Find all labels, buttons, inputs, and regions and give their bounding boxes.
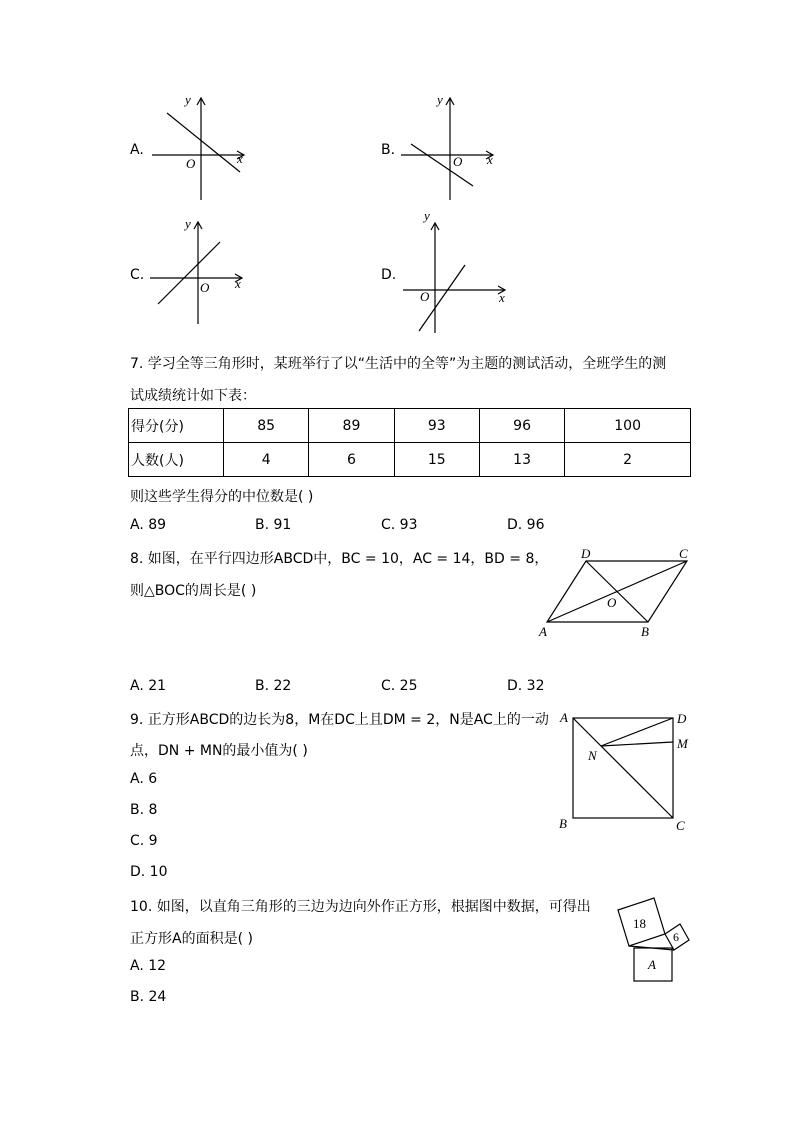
graph-option-d: [395, 205, 515, 335]
q7-score-table: [128, 408, 691, 477]
q7-option-d: D. 96: [507, 517, 545, 533]
q8-option-a: A. 21: [130, 678, 167, 694]
table-row: 得分(分) 85 89 93 96 100: [129, 409, 691, 443]
svg-text:x: x: [237, 151, 243, 166]
svg-text:y: y: [185, 216, 191, 231]
q10-option-a: A. 12: [130, 958, 167, 974]
svg-text:O: O: [186, 156, 196, 171]
q7-option-b: B. 91: [255, 517, 292, 533]
svg-text:A: A: [648, 957, 656, 972]
svg-text:C: C: [679, 546, 688, 561]
q10-text-line2: 正方形A的面积是( ): [130, 931, 253, 947]
q9-option-d: D. 10: [130, 864, 168, 880]
graph-option-a-label: A.: [130, 142, 144, 158]
svg-text:O: O: [607, 595, 617, 610]
q9-text-line1: 9. 正方形ABCD的边长为8，M在DC上且DM = 2，N是AC上的一动: [130, 712, 549, 728]
q10-squares-figure: [610, 890, 695, 990]
q9-option-b: B. 8: [130, 802, 158, 818]
q9-square-figure: [553, 706, 698, 836]
svg-text:y: y: [437, 92, 443, 107]
svg-text:N: N: [588, 748, 597, 763]
q9-option-c: C. 9: [130, 833, 158, 849]
graph-option-d-label: D.: [381, 267, 397, 283]
graph-option-b: [395, 88, 515, 203]
svg-text:y: y: [424, 208, 430, 223]
q8-option-d: D. 32: [507, 678, 545, 694]
q8-text-line2: 则△BOC的周长是( ): [130, 583, 257, 599]
svg-text:A: A: [539, 624, 547, 639]
q8-text-line1: 8. 如图，在平行四边形ABCD中，BC = 10，AC = 14，BD = 8，: [130, 551, 549, 567]
svg-text:B: B: [559, 816, 567, 831]
q10-text-line1: 10. 如图，以直角三角形的三边为边向外作正方形，根据图中数据，可得出: [130, 899, 591, 915]
svg-text:D: D: [581, 546, 591, 561]
q7-text-line1: 7. 学习全等三角形时，某班举行了以“生活中的全等”为主题的测试活动，全班学生的测: [130, 356, 667, 372]
graph-option-b-label: B.: [381, 142, 396, 158]
svg-text:18: 18: [633, 916, 646, 931]
q9-text-line2: 点，DN + MN的最小值为( ): [130, 743, 308, 759]
svg-text:A: A: [560, 710, 568, 725]
graph-option-c: [140, 212, 260, 327]
q7-option-a: A. 89: [130, 517, 167, 533]
svg-text:O: O: [453, 154, 463, 169]
table-row: 人数(人) 4 6 15 13 2: [129, 443, 691, 477]
svg-text:D: D: [677, 711, 687, 726]
svg-text:B: B: [641, 624, 649, 639]
q8-parallelogram-figure: [535, 545, 695, 640]
svg-text:M: M: [677, 736, 688, 751]
svg-text:O: O: [420, 289, 430, 304]
svg-text:x: x: [499, 290, 505, 305]
graph-option-a: [140, 88, 260, 203]
q8-option-b: B. 22: [255, 678, 292, 694]
svg-text:x: x: [235, 276, 241, 291]
graph-option-c-label: C.: [130, 267, 145, 283]
q7-question: 则这些学生得分的中位数是( ): [130, 489, 314, 505]
q7-option-c: C. 93: [381, 517, 418, 533]
svg-text:x: x: [487, 152, 493, 167]
q8-option-c: C. 25: [381, 678, 418, 694]
svg-text:y: y: [185, 92, 191, 107]
q10-option-b: B. 24: [130, 989, 167, 1005]
q9-option-a: A. 6: [130, 771, 158, 787]
svg-text:C: C: [676, 818, 685, 833]
svg-text:O: O: [200, 280, 210, 295]
svg-text:6: 6: [673, 930, 679, 944]
q7-text-line2: 试成绩统计如下表：: [130, 388, 256, 404]
